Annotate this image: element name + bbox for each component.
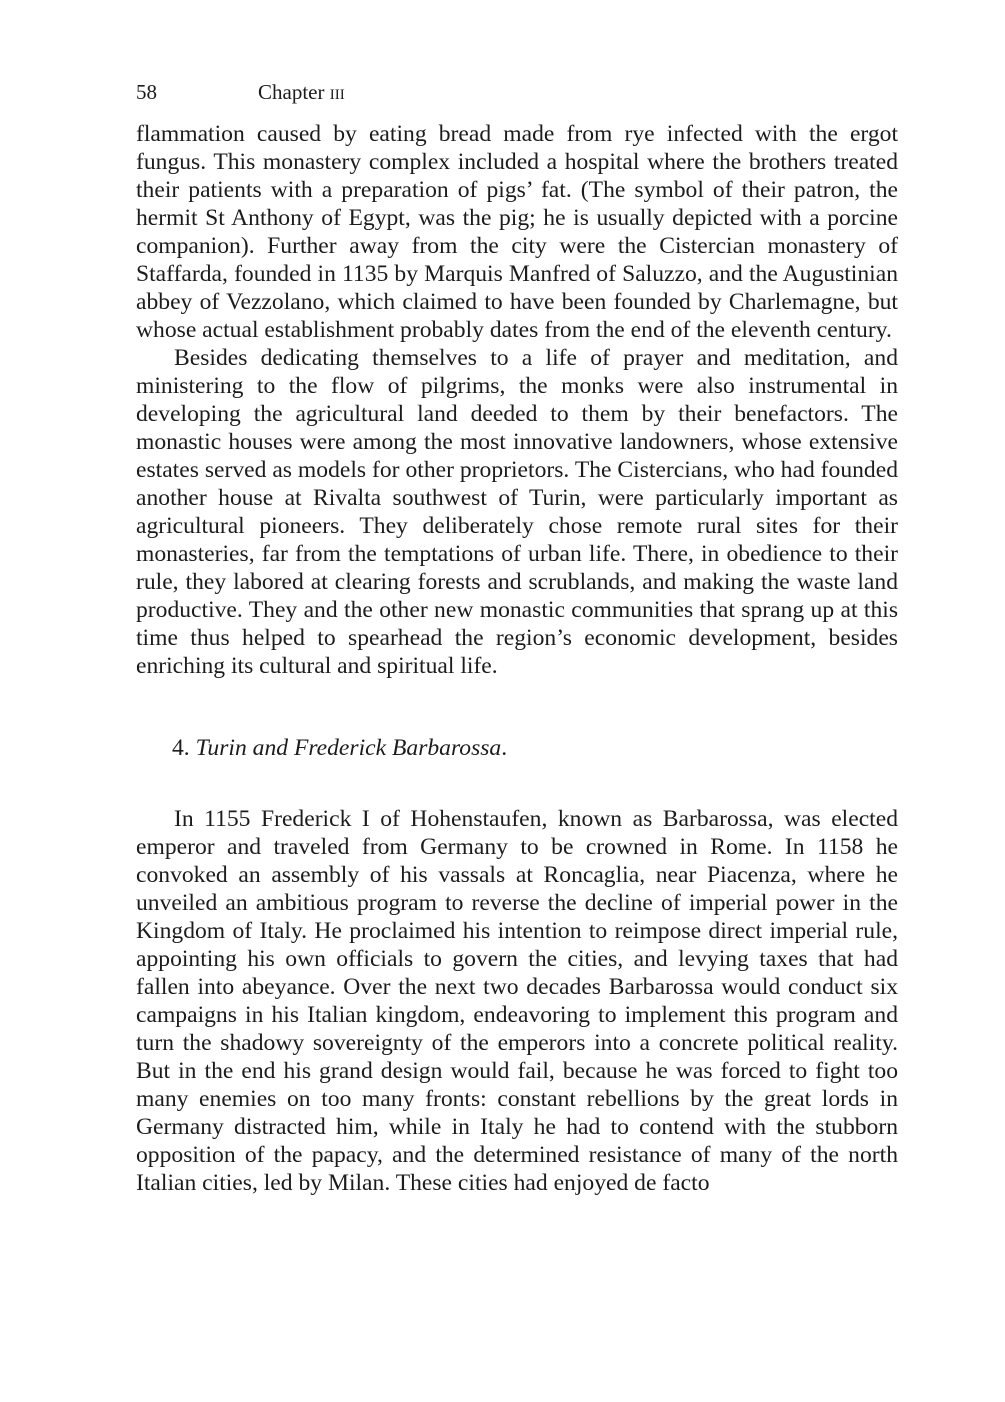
paragraph-monastic-agriculture: Besides dedicating themselves to a life of prayer and meditation, and ministering to the flow of pilgrims, the monks were also instrumental in developing the agricultural land deeded to them by their benefactors. The monastic houses were among the most innovative landowners, whose extensive estates served as models for other proprietors. The Cistercians, who had founded another house at Rivalta southwest of Turin, were particularly important as agricultural pioneers. They deliberately chose remote rural sites for their monasteries, far from the temptations of urban life. There, in obedience to their rule, they labored at clearing forests and scrublands, and making the waste land productive. They and the other new monastic communities that sprang up at this time thus helped to spearhead the region’s economic development, besides enriching its cultural and spiritual life.: [136, 345, 898, 679]
section-number: 4.: [172, 735, 190, 761]
paragraph-barbarossa: In 1155 Frederick I of Hohenstaufen, known as Barbarossa, was elected emperor and traveled from Germany to be crowned in Rome. In 1158 he convoked an assembly of his vassals at Roncaglia, near Piacenza, where he unveiled an ambitious program to reverse the decline of imperial power in the Kingdom of Italy. He proclaimed his intention to reimpose direct imperial rule, appointing his own officials to govern the cities, and levying taxes that had fallen into abeyance. Over the next two decades Barbarossa would conduct six campaigns in his Italian kingdom, endeavoring to implement this program and turn the shadowy sovereignty of the emperors into a concrete political reality. But in the end his grand design would fail, because he was forced to fight too many enemies on too many fronts: constant rebellions by the great lords in Germany distracted him, while in Italy he had to contend with the stubborn opposition of the papacy, and the determined resistance of many of the north Italian cities, led by Milan. These cities had enjoyed de facto: [136, 806, 898, 1196]
page-number: 58: [136, 80, 157, 104]
section-spacer: [136, 762, 898, 805]
section-end-mark: .: [501, 735, 508, 761]
section-spacer: [136, 680, 898, 734]
chapter-number: iii: [329, 80, 345, 104]
paragraph-continued: flammation caused by eating bread made from rye infected with the ergot fungus. This monastery complex included a hospital where the brothers treated their patients with a preparation of pigs’ fat. (The symbol of their patron, the hermit St Anthony of Egypt, was the pig; he is usually depicted with a porcine companion). Further away from the city were the Cistercian monastery of Staffarda, founded in 1135 by Marquis Manfred of Saluzzo, and the Augustinian abbey of Vezzolano, which claimed to have been founded by Charlemagne, but whose actual establishment probably dates from the end of the eleventh century.: [136, 121, 898, 343]
book-page: [136, 78, 898, 1197]
running-head: [136, 78, 898, 106]
chapter-label: Chapter: [258, 80, 325, 104]
section-title: Turin and Frederick Barbarossa: [195, 735, 502, 761]
section-heading: [136, 734, 898, 762]
